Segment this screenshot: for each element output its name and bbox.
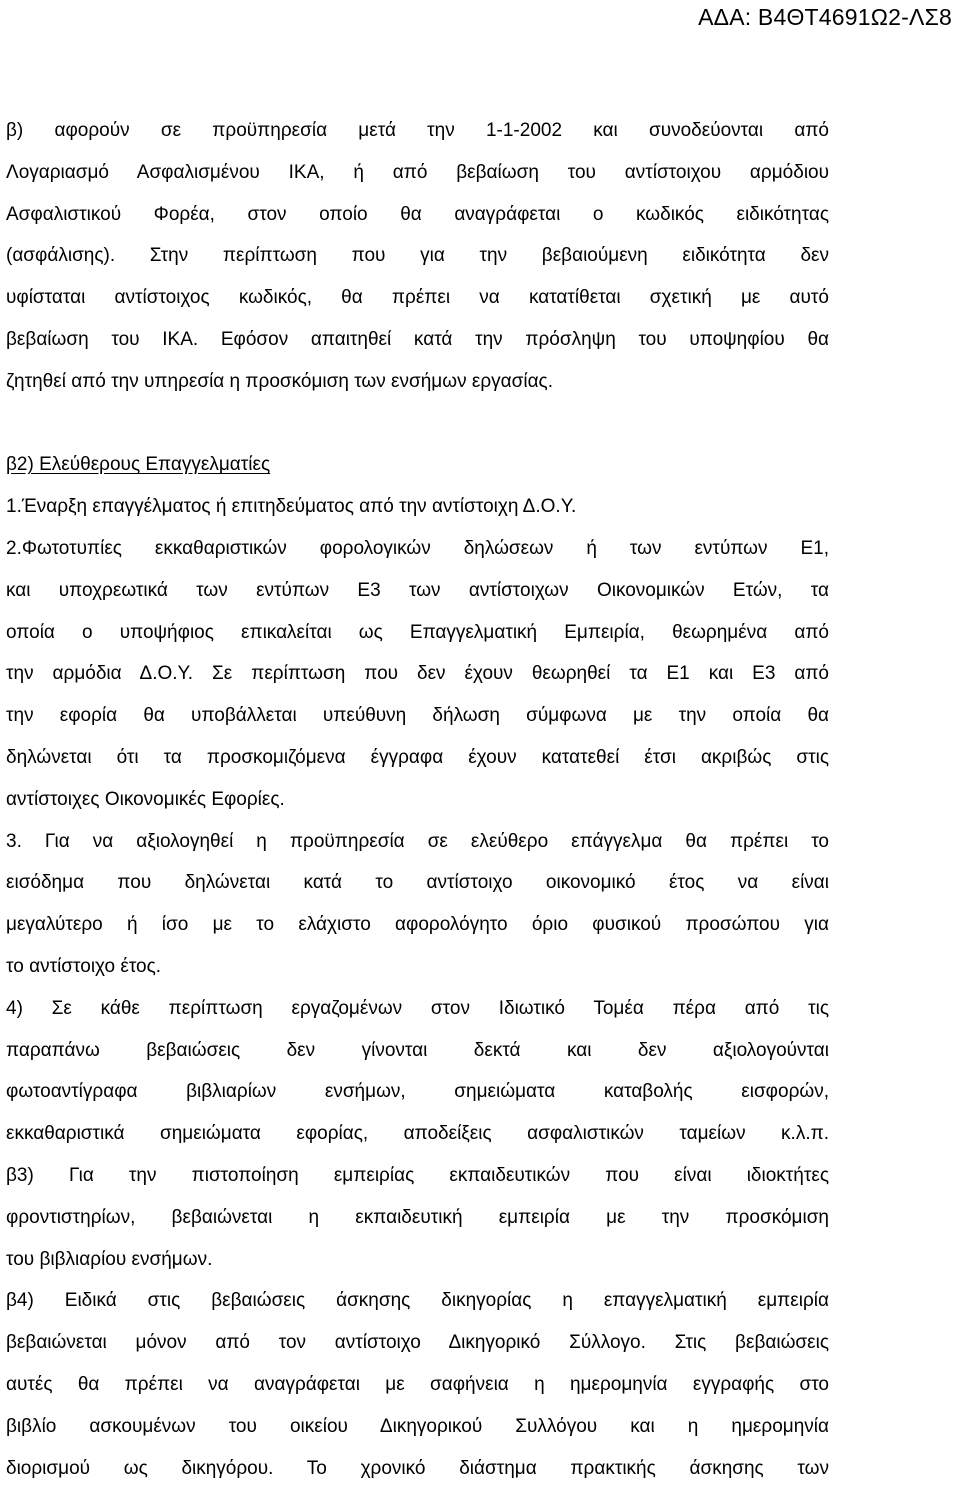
text-line — [6, 319, 829, 361]
text-line — [6, 277, 829, 319]
line-text: διορισμού ως δικηγόρου. Το χρονικό διάστημα πρακτικής άσκησης των — [6, 1458, 829, 1479]
text-line — [6, 570, 829, 612]
line-text: αντίστοιχες Οικονομικές Εφορίες. — [6, 789, 285, 810]
line-text: βεβαίωση του ΙΚΑ. Εφόσον απαιτηθεί κατά την πρόσληψη του υποψηφίου θα — [6, 329, 829, 350]
line-text: μεγαλύτερο ή ίσο με το ελάχιστο αφορολόγητο όριο φυσικού προσώπου για — [6, 914, 829, 935]
text-line — [6, 988, 829, 1030]
line-text: και υποχρεωτικά των εντύπων Ε3 των αντίστοιχων Οικονομικών Ετών, τα — [6, 580, 829, 601]
line-text: (ασφάλισης). Στην περίπτωση που για την βεβαιούμενη ειδικότητα δεν — [6, 245, 829, 266]
text-line — [6, 361, 829, 403]
line-text: το αντίστοιχο έτος. — [6, 956, 161, 977]
line-text: οποία ο υποψήφιος επικαλείται ως Επαγγελματική Εμπειρία, θεωρημένα από — [6, 622, 829, 643]
line-text: αυτές θα πρέπει να αναγράφεται με σαφήνεια η ημερομηνία εγγραφής στο — [6, 1374, 829, 1395]
line-text: ζητηθεί από την υπηρεσία η προσκόμιση των ενσήμων εργασίας. — [6, 371, 553, 392]
line-text: 2.Φωτοτυπίες εκκαθαριστικών φορολογικών δηλώσεων ή των εντύπων Ε1, — [6, 538, 829, 559]
line-text: 1.Έναρξη επαγγέλματος ή επιτηδεύματος από την αντίστοιχη Δ.Ο.Υ. — [6, 496, 576, 517]
line-text: βιβλίο ασκουμένων του οικείου Δικηγορικού Συλλόγου και η ημερομηνία — [6, 1416, 829, 1437]
text-line — [6, 1030, 829, 1072]
line-text: υφίσταται αντίστοιχος κωδικός, θα πρέπει να κατατίθεται σχετική με αυτό — [6, 287, 829, 308]
text-line — [6, 235, 829, 277]
text-line — [6, 152, 829, 194]
line-text: 4) Σε κάθε περίπτωση εργαζομένων στον Ιδιωτικό Τομέα πέρα από τις — [6, 998, 829, 1019]
text-line — [6, 612, 829, 654]
text-line — [6, 1280, 829, 1322]
text-line — [6, 1155, 829, 1197]
text-line — [6, 821, 829, 863]
text-line — [6, 486, 829, 528]
text-line — [6, 1364, 829, 1406]
text-line — [6, 1448, 829, 1489]
text-line — [6, 695, 829, 737]
line-text: φροντιστηρίων, βεβαιώνεται η εκπαιδευτική εμπειρία με την προσκόμιση — [6, 1207, 829, 1228]
text-line — [6, 1071, 829, 1113]
line-text: την αρμόδια Δ.Ο.Υ. Σε περίπτωση που δεν έχουν θεωρηθεί τα Ε1 και Ε3 από — [6, 663, 829, 684]
text-line — [6, 946, 829, 988]
line-text: Λογαριασμό Ασφαλισμένου ΙΚΑ, ή από βεβαίωση του αντίστοιχου αρμόδιου — [6, 162, 829, 183]
text-line — [6, 653, 829, 695]
text-line — [6, 737, 829, 779]
text-line — [6, 1197, 829, 1239]
text-line — [6, 110, 829, 152]
line-text: εκκαθαριστικά σημειώματα εφορίας, αποδείξεις ασφαλιστικών ταμείων κ.λ.π. — [6, 1123, 829, 1144]
text-line — [6, 1239, 829, 1281]
line-text: εισόδημα που δηλώνεται κατά το αντίστοιχο οικονομικό έτος να είναι — [6, 872, 829, 893]
document-id: ΑΔΑ: Β4ΘΤ4691Ω2-ΛΣ8 — [698, 4, 952, 31]
text-line — [6, 862, 829, 904]
line-text: του βιβλιαρίου ενσήμων. — [6, 1249, 212, 1270]
document-body — [6, 110, 829, 1489]
text-line — [6, 779, 829, 821]
text-line — [6, 194, 829, 236]
blank-line — [6, 403, 829, 445]
section-heading: β2) Ελεύθερους Επαγγελματίες — [6, 454, 270, 475]
text-line — [6, 1322, 829, 1364]
text-line — [6, 904, 829, 946]
line-text: την εφορία θα υποβάλλεται υπεύθυνη δήλωση σύμφωνα με την οποία θα — [6, 705, 829, 726]
line-text: δηλώνεται ότι τα προσκομιζόμενα έγγραφα έχουν κατατεθεί έτσι ακριβώς στις — [6, 747, 829, 768]
line-text: β4) Ειδικά στις βεβαιώσεις άσκησης δικηγορίας η επαγγελματική εμπειρία — [6, 1290, 829, 1311]
text-line — [6, 1113, 829, 1155]
line-text: β) αφορούν σε προϋπηρεσία μετά την 1-1-2002 και συνοδεύονται από — [6, 120, 829, 141]
line-text: β3) Για την πιστοποίηση εμπειρίας εκπαιδευτικών που είναι ιδιοκτήτες — [6, 1165, 829, 1186]
text-line — [6, 1406, 829, 1448]
line-text: βεβαιώνεται μόνον από τον αντίστοιχο Δικηγορικό Σύλλογο. Στις βεβαιώσεις — [6, 1332, 829, 1353]
line-text: 3. Για να αξιολογηθεί η προϋπηρεσία σε ελεύθερο επάγγελμα θα πρέπει το — [6, 831, 829, 852]
text-line — [6, 444, 829, 486]
text-line — [6, 528, 829, 570]
line-text: παραπάνω βεβαιώσεις δεν γίνονται δεκτά και δεν αξιολογούνται — [6, 1040, 829, 1061]
line-text: Ασφαλιστικού Φορέα, στον οποίο θα αναγράφεται ο κωδικός ειδικότητας — [6, 204, 829, 225]
line-text: φωτοαντίγραφα βιβλιαρίων ενσήμων, σημειώματα καταβολής εισφορών, — [6, 1081, 829, 1102]
